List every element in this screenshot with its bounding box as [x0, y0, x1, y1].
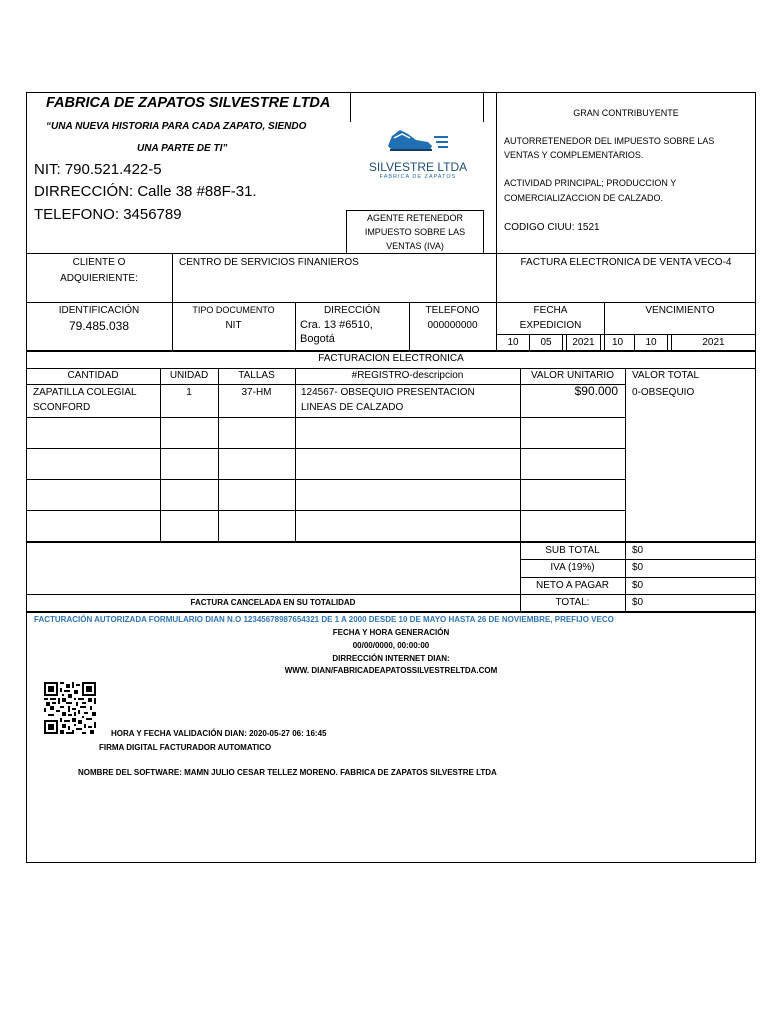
agent-line-3: VENTAS (IVA)	[386, 241, 444, 251]
vencimiento-label: VENCIMIENTO	[645, 305, 715, 316]
subtotal-label: SUB TOTAL	[545, 545, 600, 556]
divider	[26, 417, 626, 418]
authorization-text: FACTURACIÓN AUTORIZADA FORMULARIO DIAN N.O 12345678987654321 DE 1 A 2000 DESDE 10 DE MAYO HASTA 26 DE NOVIEMBRE, PREFIJO VECO	[34, 615, 614, 624]
divider	[26, 350, 756, 352]
tax-gran-contribuyente: GRAN CONTRIBUYENTE	[573, 108, 679, 118]
item-description: 124567- OBSEQUIO PRESENTACION	[301, 387, 475, 398]
border-bottom	[26, 862, 756, 863]
client-label: CLIENTE O	[72, 257, 126, 268]
border-top	[26, 92, 756, 93]
item-description-cont: LINEAS DE CALZADO	[301, 402, 404, 413]
company-name: FABRICA DE ZAPATOS SILVESTRE LTDA	[46, 95, 331, 111]
venc-year: 2021	[702, 337, 725, 348]
divider	[667, 334, 668, 351]
software-text: NOMBRE DEL SOFTWARE: MAMN JULIO CESAR TELLEZ MORENO. FABRICA DE ZAPATOS SILVESTRE LTDA	[78, 768, 497, 777]
tax-actividad-cont: COMERCIALIZACCION DE CALZADO.	[504, 193, 664, 203]
divider	[350, 92, 351, 122]
company-address: DIRRECCIÓN: Calle 38 #88F-31.	[34, 183, 257, 200]
tax-ciiu: CODIGO CIUU: 1521	[504, 222, 600, 233]
header-cantidad: CANTIDAD	[67, 370, 119, 381]
client-name: CENTRO DE SERVICIOS FINANIEROS	[179, 257, 359, 268]
doc-type-label: TIPO DOCUMENTO	[192, 305, 275, 315]
divider	[483, 210, 484, 254]
iva-label: IVA (19%)	[550, 562, 595, 573]
divider	[26, 541, 756, 543]
id-label: IDENTIFICACIÓN	[58, 305, 140, 316]
fecha-generacion-label: FECHA Y HORA GENERACIÓN	[332, 628, 450, 637]
shoe-logo-icon	[380, 124, 450, 156]
company-slogan-cont: UNA PARTE DE TI”	[137, 143, 228, 154]
validacion-text: HORA Y FECHA VALIDACIÓN DIAN: 2020-05-27 06: 16:45	[111, 729, 327, 738]
total-value: $0	[632, 597, 644, 608]
item-valor-unitario: $90.000	[574, 384, 618, 398]
item-cantidad-cont: SCONFORD	[33, 402, 91, 413]
agent-line-1: AGENTE RETENEDOR	[366, 213, 463, 223]
divider	[562, 334, 563, 351]
divider	[483, 92, 484, 122]
divider	[26, 611, 756, 613]
tax-autorretenedor-cont: VENTAS Y COMPLEMENTARIOS.	[504, 150, 644, 160]
divider	[520, 559, 756, 560]
item-cantidad: ZAPATILLA COLEGIAL	[33, 387, 137, 398]
divider	[26, 253, 756, 254]
venc-day: 10	[611, 337, 624, 348]
fecha-year: 2021	[572, 337, 595, 348]
header-tallas: TALLAS	[238, 370, 275, 381]
address-value: Cra. 13 #6510,	[300, 319, 373, 331]
header-unidad: UNIDAD	[169, 370, 209, 381]
header-valor-total: VALOR TOTAL	[632, 370, 700, 381]
id-value: 79.485.038	[68, 319, 130, 333]
divider	[346, 210, 484, 211]
address-label: DIRECCIÓN	[323, 305, 381, 316]
qr-code-icon	[44, 682, 96, 734]
tax-autorretenedor: AUTORRETENEDOR DEL IMPUESTO SOBRE LAS	[504, 136, 715, 146]
invoice-type: FACTURA ELECTRONICA DE VENTA VECO-4	[520, 257, 732, 268]
divider	[295, 368, 296, 542]
item-tallas: 37-HM	[241, 387, 272, 398]
address-value-cont: Bogotá	[300, 333, 335, 345]
agent-line-2: IMPUESTO SOBRE LAS	[364, 227, 466, 237]
neto-label: NETO A PAGAR	[536, 580, 609, 591]
divider	[26, 510, 626, 511]
divider	[26, 594, 756, 595]
firma-text: FIRMA DIGITAL FACTURADOR AUTOMATICO	[99, 743, 272, 752]
dian-url-value: WWW. DIAN/FABRICADEAPATOSSILVESTRELTDA.COM	[284, 666, 498, 675]
tax-actividad: ACTIVIDAD PRINCIPAL; PRODUCCION Y	[504, 178, 677, 188]
divider	[26, 448, 626, 449]
dian-url-label: DIRRECCIÓN INTERNET DIAN:	[332, 654, 450, 663]
divider	[496, 92, 497, 303]
company-nit: NIT: 790.521.422-5	[34, 161, 162, 178]
iva-value: $0	[632, 562, 644, 573]
header-valor-unitario: VALOR UNITARIO	[531, 370, 614, 381]
neto-value: $0	[632, 580, 644, 591]
subtotal-value: $0	[632, 545, 644, 556]
phone-label: TELEFONO	[425, 305, 480, 316]
fecha-label-cont: EXPEDICION	[519, 320, 582, 331]
company-phone: TELEFONO: 3456789	[34, 206, 182, 223]
divider	[346, 210, 347, 254]
phone-value: 000000000	[427, 320, 478, 331]
fecha-label: FECHA	[533, 305, 568, 316]
divider	[496, 334, 756, 335]
venc-month: 10	[645, 337, 657, 348]
border-right	[755, 92, 756, 863]
divider	[625, 368, 626, 612]
company-slogan: “UNA NUEVA HISTORIA PARA CADA ZAPATO, SIENDO	[46, 121, 307, 132]
fecha-month: 05	[540, 337, 552, 348]
header-registro: #REGISTRO-descripcion	[351, 370, 464, 381]
fecha-day: 10	[507, 337, 519, 348]
item-valor-total: 0-OBSEQUIO	[632, 387, 695, 398]
client-label-cont: ADQUIERIENTE:	[60, 273, 138, 284]
cancelada-note: FACTURA CANCELADA EN SU TOTALIDAD	[190, 598, 356, 607]
logo-title: SILVESTRE LTDA	[368, 160, 468, 174]
divider	[520, 577, 756, 578]
fecha-generacion-value: 00/00/0000, 00:00:00	[352, 641, 430, 650]
item-unidad: 1	[186, 387, 192, 398]
divider	[26, 302, 756, 303]
divider	[26, 479, 626, 480]
logo-subtitle: FABRICA DE ZAPATOS	[379, 174, 457, 180]
border-left	[26, 92, 27, 863]
total-label: TOTAL:	[555, 597, 590, 608]
divider	[26, 368, 756, 369]
items-title: FACTURACION ELECTRONICA	[318, 353, 464, 364]
doc-type-value: NIT	[225, 320, 242, 331]
